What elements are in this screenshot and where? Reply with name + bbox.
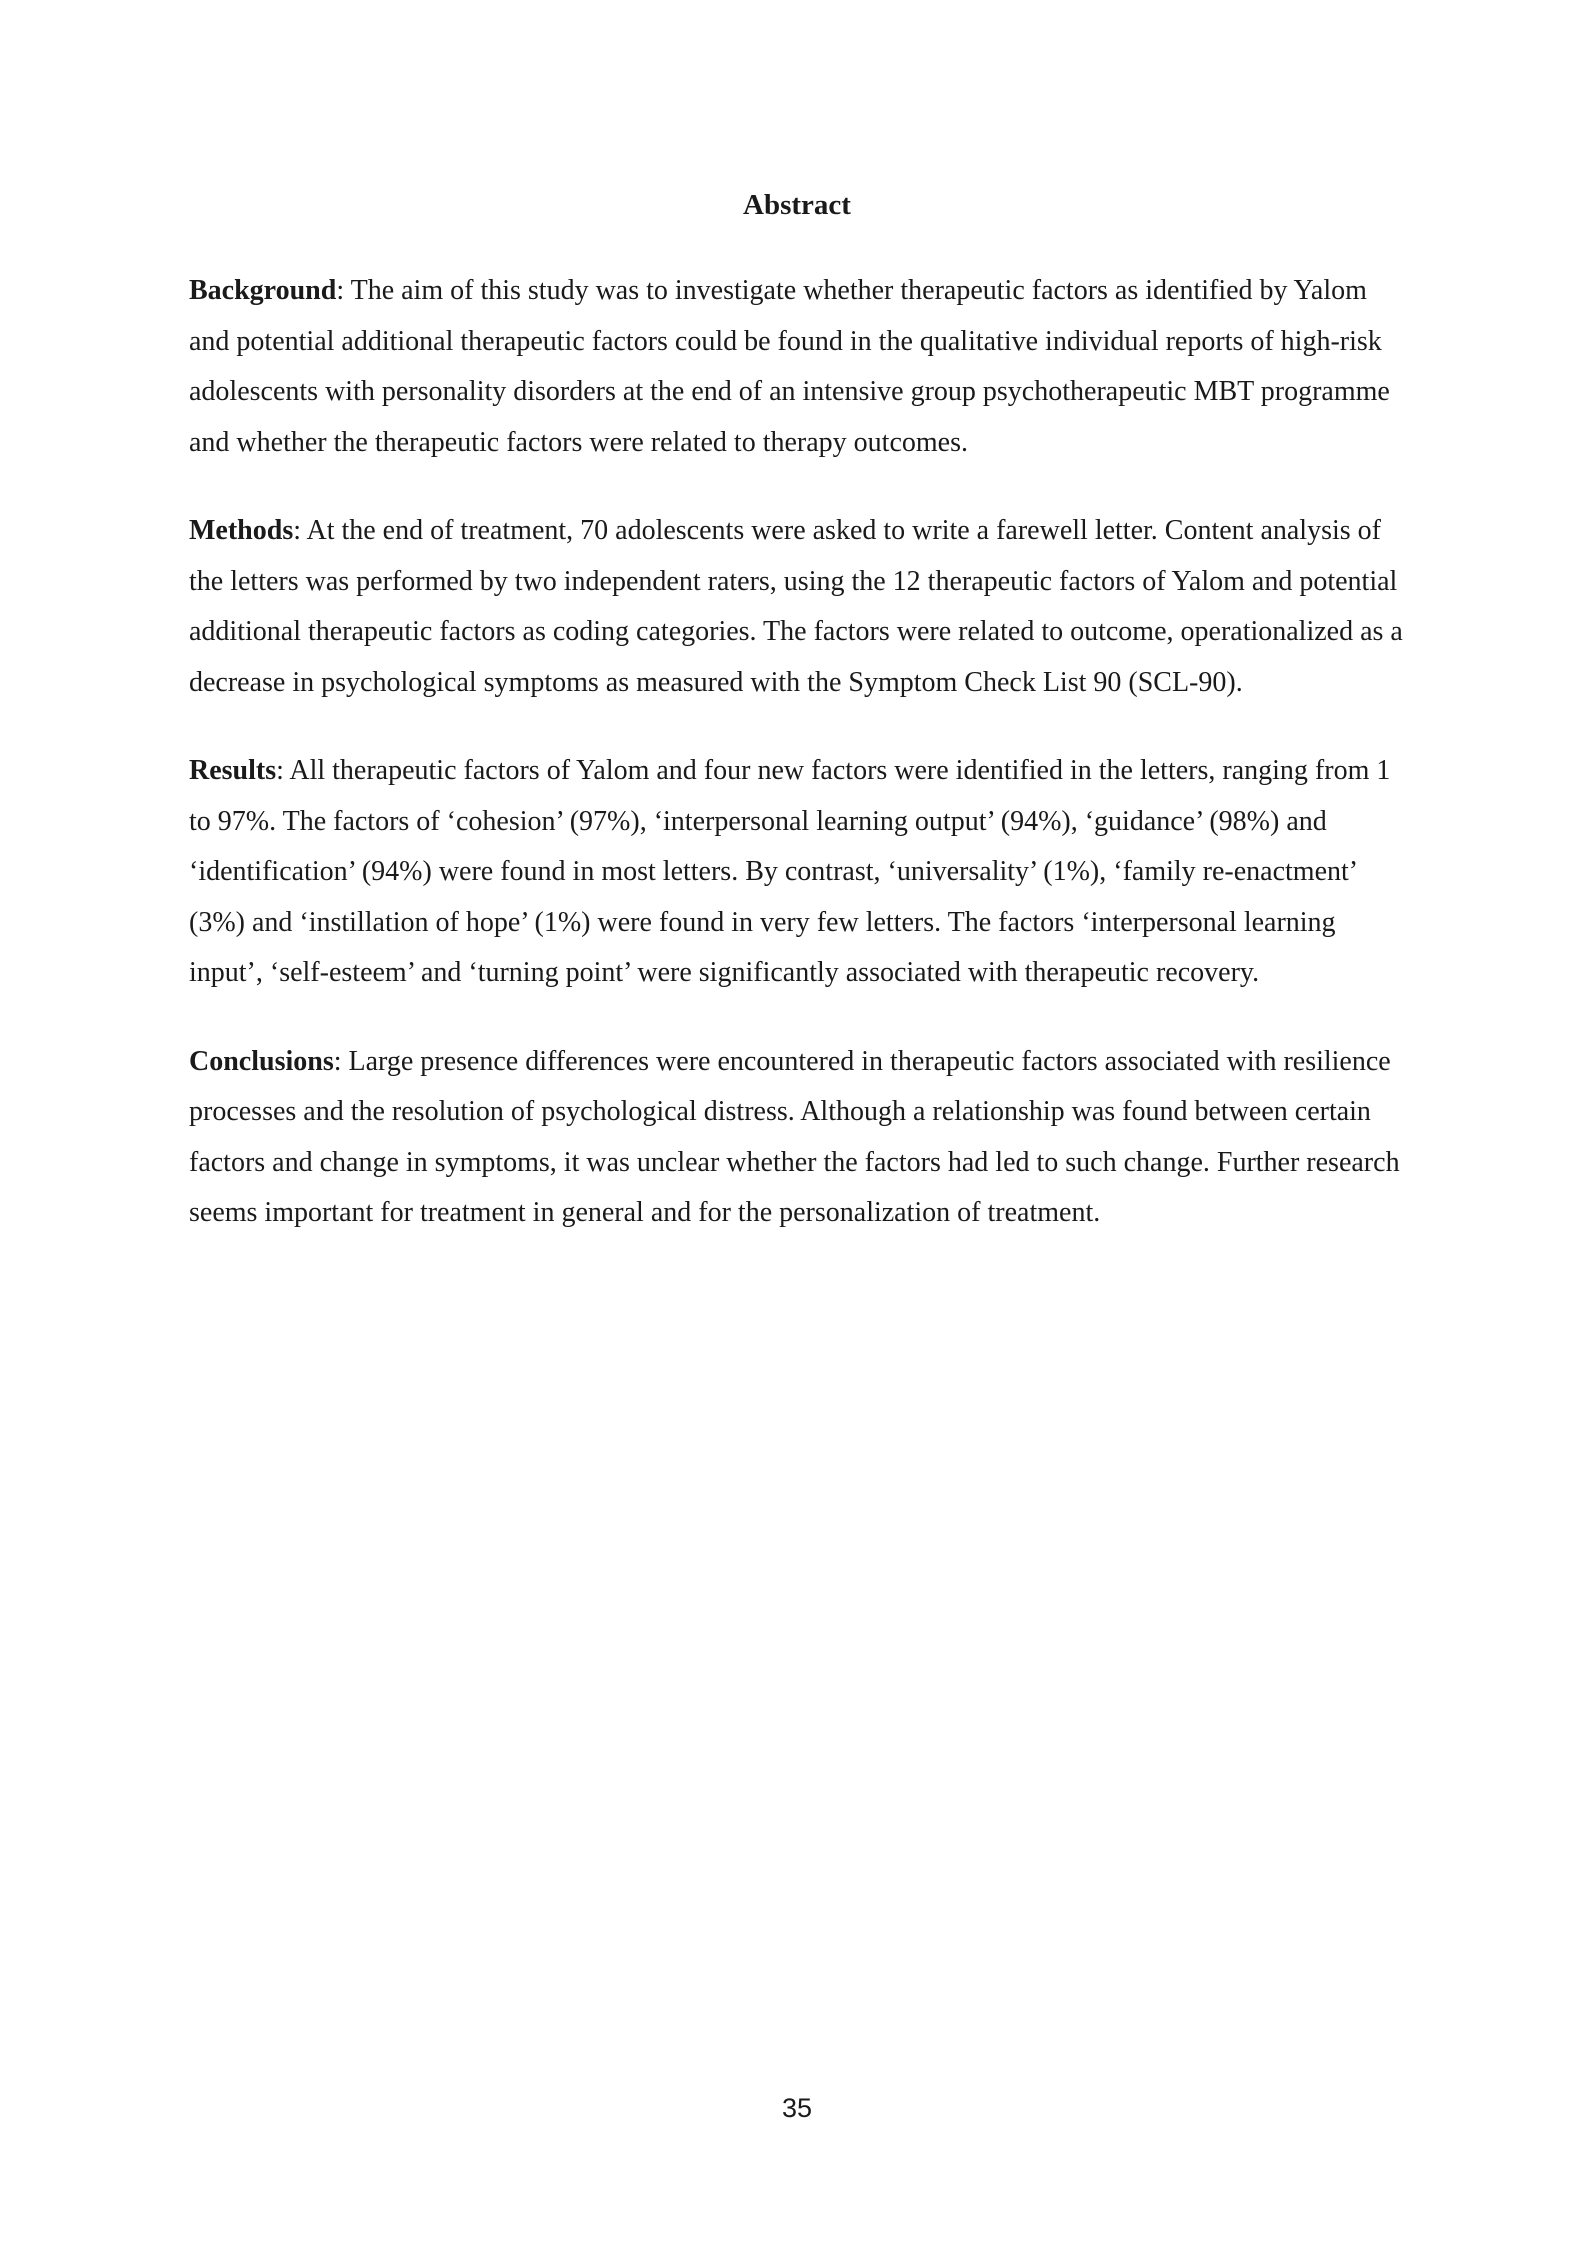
abstract-body [189,266,1409,1277]
page-number: 35 [781,2093,813,2123]
section-conclusions [189,1037,1409,1239]
section-heading-results: Results [189,755,277,786]
section-background [189,266,1409,468]
section-results [189,746,1409,999]
section-text-results: : All therapeutic factors of Yalom and four new factors were identified in the letters, ranging from 1 to 97%. The factors of ‘cohesion’ (97%), ‘interpersonal learning output’ (94%), ‘guidance’ (98%) and ‘identification’ (94%) were found in most letters. By contrast, ‘universality’ (1%), ‘family re-enactment’ (3%) and ‘instillation of hope’ (1%) were found in very few letters. The factors ‘interpersonal learning input’, ‘self-esteem’ and ‘turning point’ were significantly associated with therapeutic recovery. [189,755,1391,988]
section-text-conclusions: : Large presence differences were encountered in therapeutic factors associated with resilience processes and the resolution of psychological distress. Although a relationship was found between certain factors and change in symptoms, it was unclear whether the factors had led to such change. Further research seems important for treatment in general and for the personalization of treatment. [189,1045,1400,1228]
section-text-background: : The aim of this study was to investigate whether therapeutic factors as identified by Yalom and potential additional therapeutic factors could be found in the qualitative individual reports of high-risk adolescents with personality disorders at the end of an intensive group psychotherapeutic MBT programme and whether the therapeutic factors were related to therapy outcomes. [189,275,1390,458]
section-heading-conclusions: Conclusions [189,1045,334,1077]
section-methods [189,506,1409,708]
page-title: Abstract [743,189,851,221]
section-heading-background: Background [189,275,337,306]
section-heading-methods: Methods [189,515,294,546]
section-text-methods: : At the end of treatment, 70 adolescents were asked to write a farewell letter. Content analysis of the letters was performed by two independent raters, using the 12 therapeutic factors of Yalom and potential additional therapeutic factors as coding categories. The factors were related to outcome, operationalized as a decrease in psychological symptoms as measured with the Symptom Check List 90 (SCL-90). [189,515,1403,698]
